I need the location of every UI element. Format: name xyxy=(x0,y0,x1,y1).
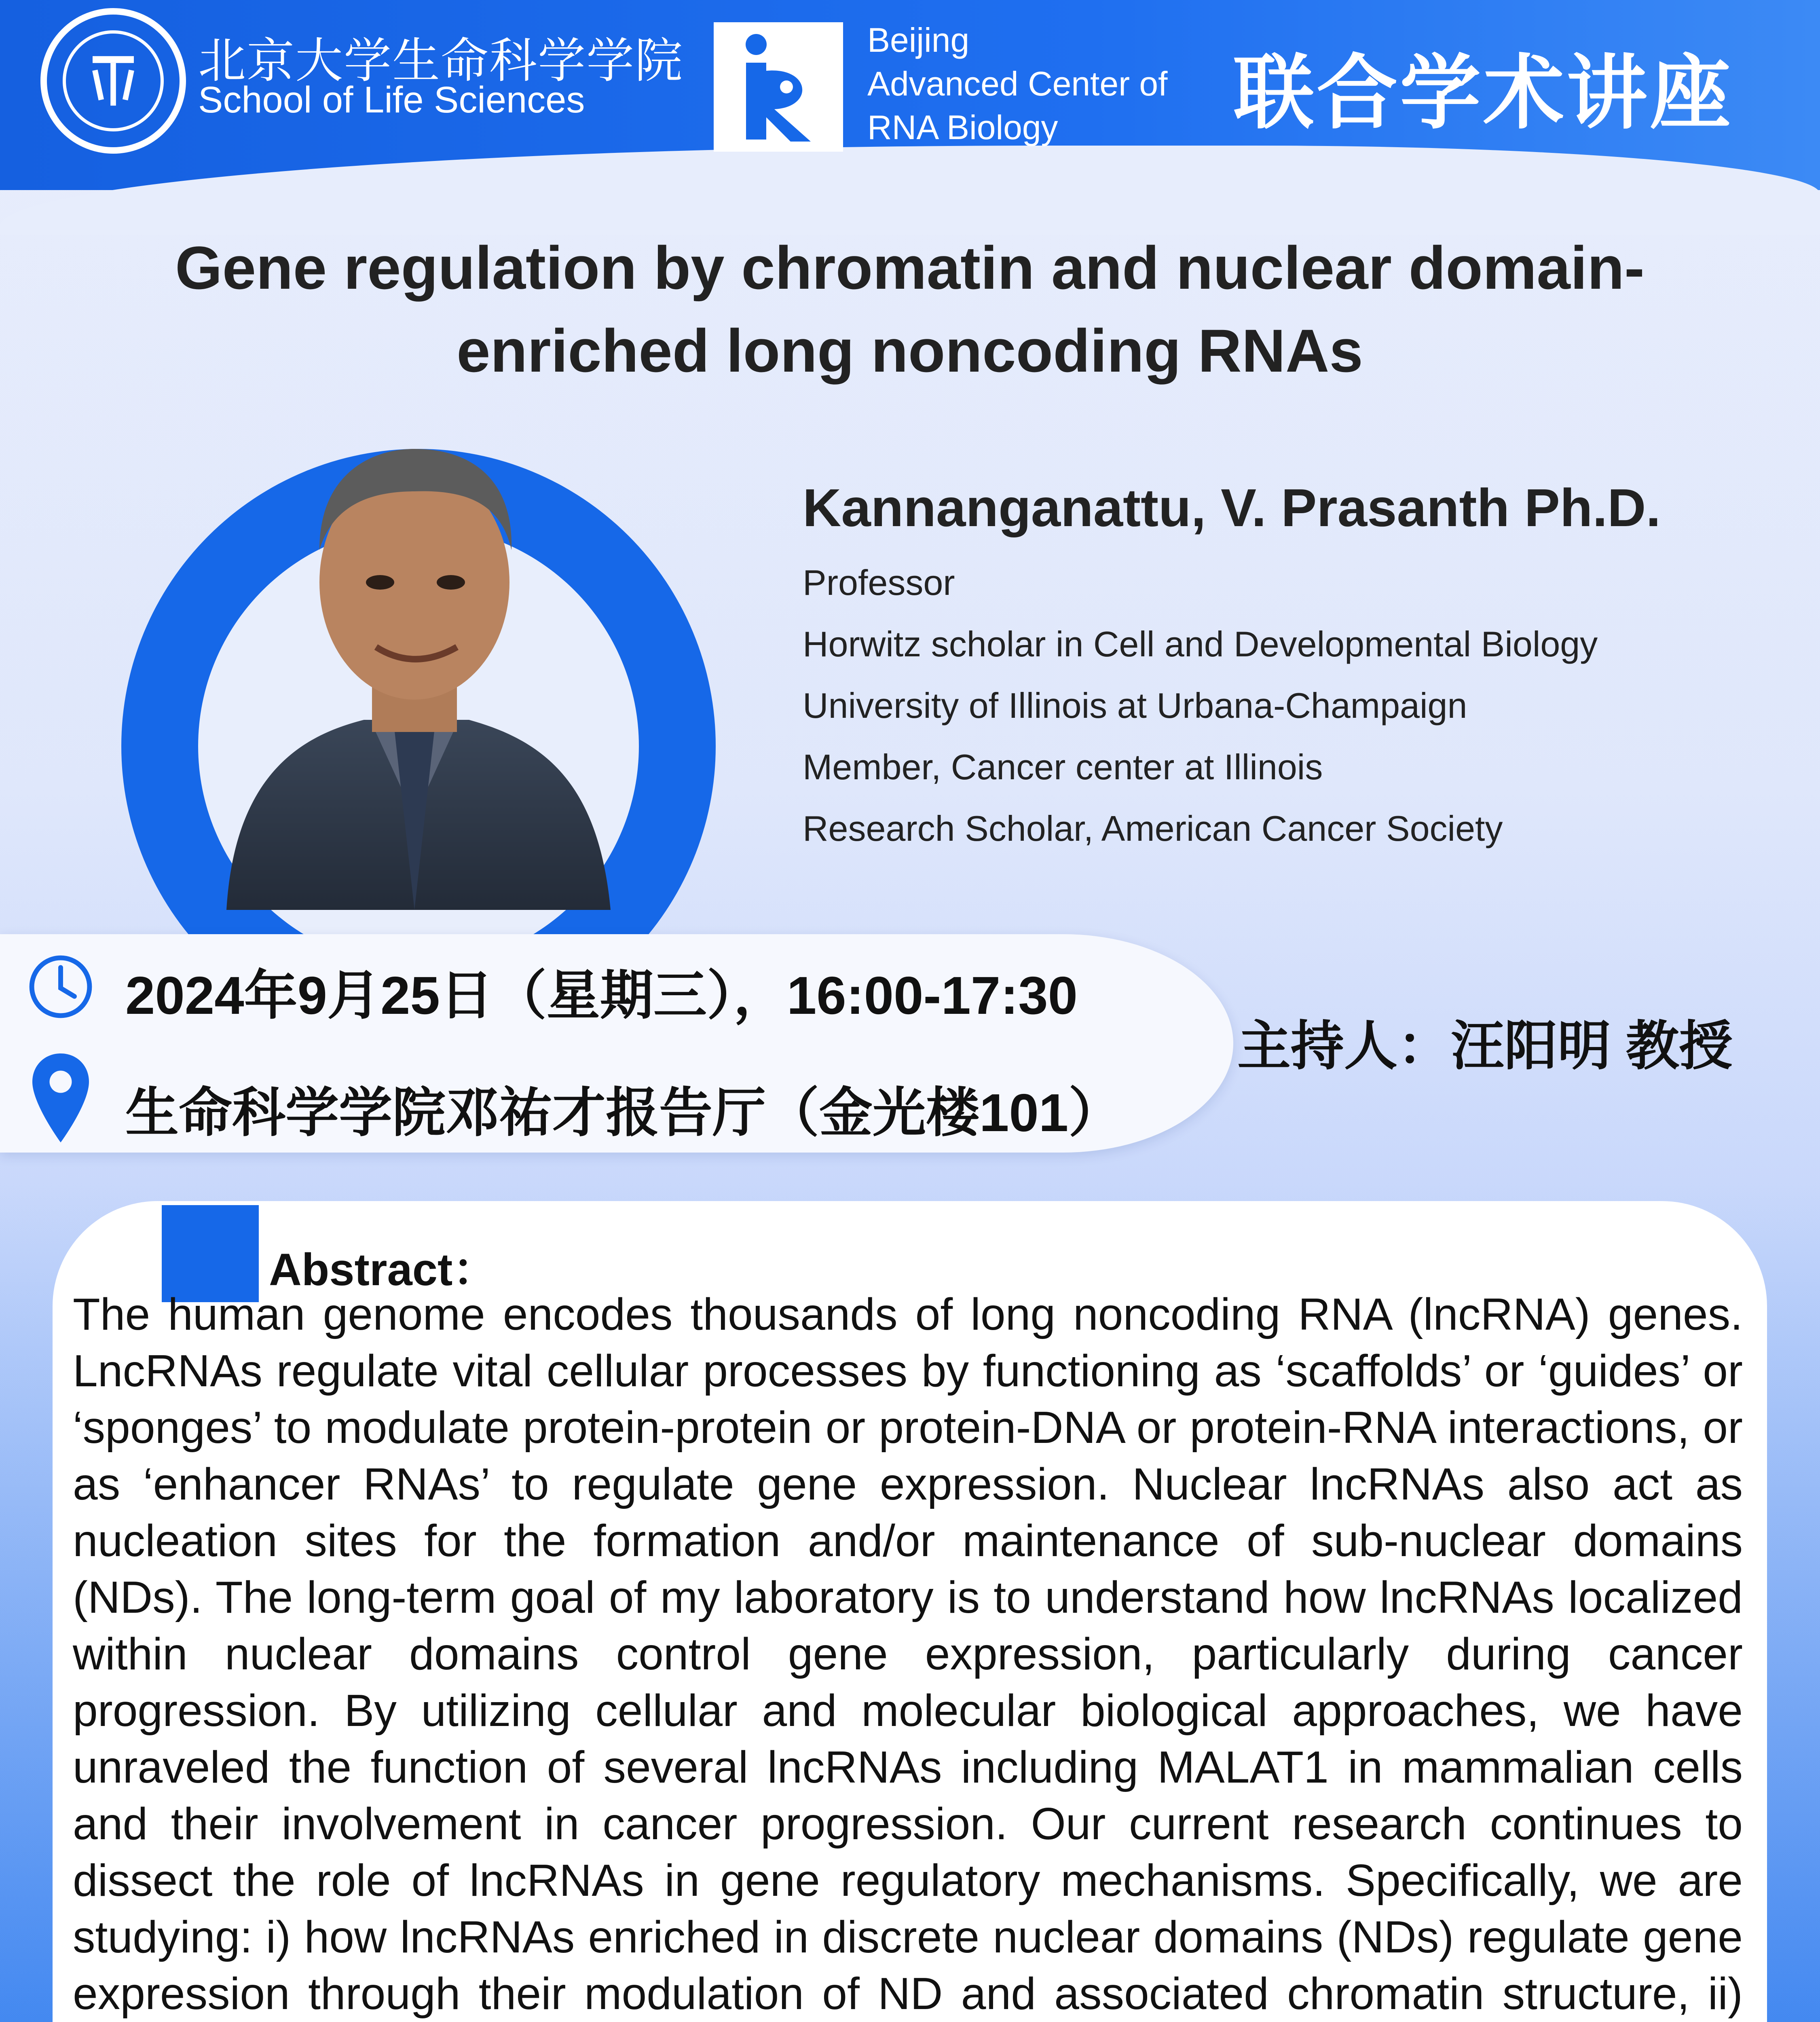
event-host: 主持人：汪阳明 教授 xyxy=(1237,1016,1733,1076)
lecture-title xyxy=(61,226,1759,392)
school-name-en: School of Life Sciences xyxy=(198,79,585,121)
rna-center-line: Beijing xyxy=(867,21,970,59)
abstract-heading: Abstract： xyxy=(269,1244,498,1295)
title-line: Gene regulation by chromatin and nuclear domain- xyxy=(175,234,1645,302)
event-datetime: 2024年9月25日（星期三），16:00-17:30 xyxy=(125,966,1078,1025)
speaker-title: University of Illinois at Urbana-Champaign xyxy=(803,685,1467,725)
title-line: enriched long noncoding RNAs xyxy=(457,317,1363,385)
pku-logo-icon xyxy=(40,8,186,154)
speaker-name: Kannanganattu, V. Prasanth Ph.D. xyxy=(803,478,1661,537)
clock-icon xyxy=(26,952,95,1021)
rna-center-name xyxy=(867,18,1167,149)
event-venue: 生命科学学院邓祐才报告厅（金光楼101） xyxy=(125,1083,1122,1142)
speaker-title: Member, Cancer center at Illinois xyxy=(803,747,1323,787)
location-pin-icon xyxy=(30,1051,91,1144)
lecture-tag: 联合学术讲座 xyxy=(1233,48,1733,138)
rna-center-line: RNA Biology xyxy=(867,108,1058,146)
speaker-title: Horwitz scholar in Cell and Developmental Biology xyxy=(803,624,1598,664)
speaker-photo xyxy=(210,404,619,910)
abstract-body: The human genome encodes thousands of long noncoding RNA (lncRNA) genes. LncRNAs regulate vital cellular processes by functioning as ‘scaffolds’ or ‘guides’ or ‘sponges’ to modulate protein-protein or protein-DNA or protein-RNA interactions, or as ‘enhancer RNAs’ to regulate gene expression. Nuclear lncRNAs also act as nucleation sites for the formation and/or maintenance of sub-nuclear domains (NDs). The long-term goal of my laboratory is to understand how lncRNAs localized within nuclear domains control gene expression, particularly during cancer progression. By utilizing cellular and molecular biological approaches, we have unraveled the function of several lncRNAs including MALAT1 in mammalian cells and their involvement in cancer progression. Our current research continues to dissect the role of lncRNAs in gene regulatory mechanisms. Specifically, we are studying: i) how lncRNAs enriched in discrete nuclear domains (NDs) regulate gene expression through their modulation of ND and associated chromatin structure, ii) xyxy=(73,1289,1743,2019)
speaker-title: Research Scholar, American Cancer Society xyxy=(803,808,1503,848)
rna-center-logo-icon xyxy=(714,22,843,152)
school-name-cn: 北京大学生命科学学院 xyxy=(198,34,684,88)
speaker-title: Professor xyxy=(803,563,955,603)
rna-center-line: Advanced Center of xyxy=(867,65,1168,103)
